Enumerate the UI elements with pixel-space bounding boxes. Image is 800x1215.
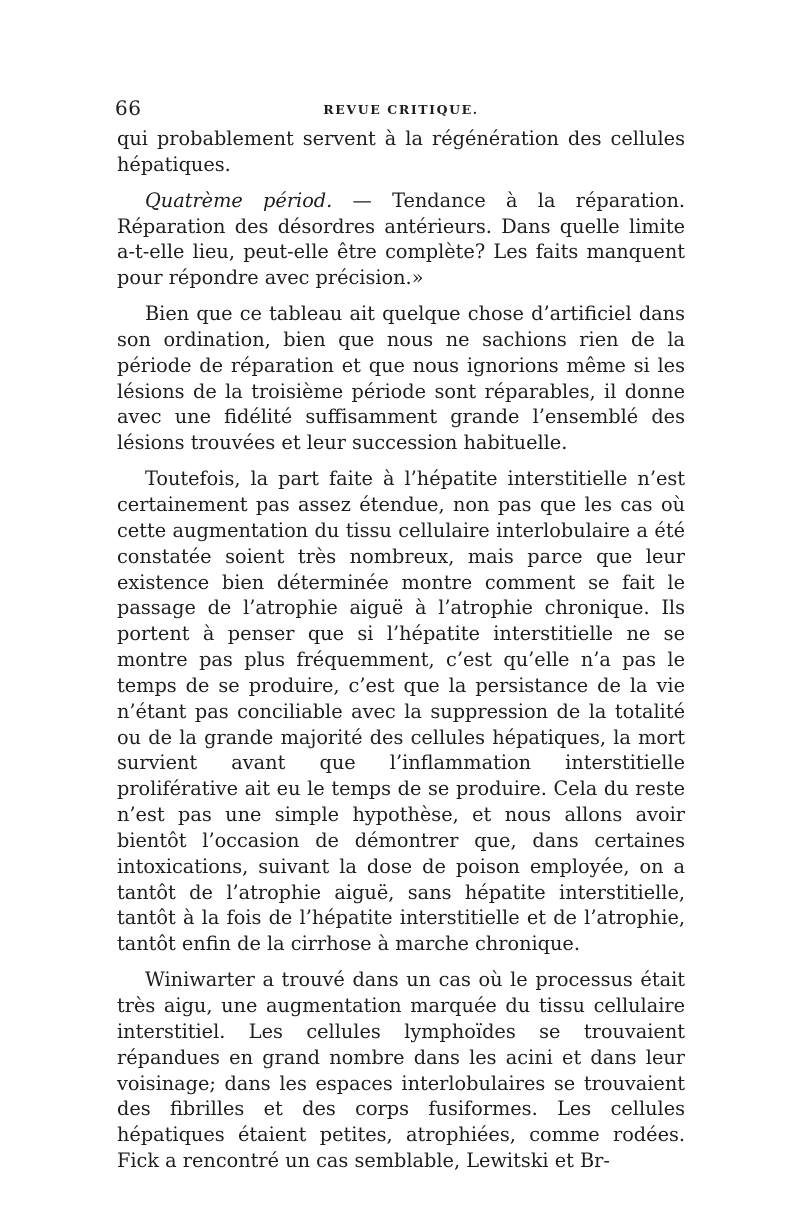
body-text	[117, 126, 685, 1174]
paragraph-continuation: qui probablement servent à la régénération des cellules hépatiques.	[117, 127, 685, 176]
running-title: REVUE CRITIQUE.	[323, 102, 479, 117]
paragraph-winiwarter: Winiwarter a trouvé dans un cas où le processus était très aigu, une augmentation marquée du tissu cellulaire interstitiel. Les cellules lymphoïdes se trouvaient répandues en grand nombre dans les acini et dans leur voisinage; dans les espaces interlobulaires se trouvaient des fibrilles et des corps fusiformes. Les cellules hépatiques étaient petites, atrophiées, comme rodées. Fick a rencontré un cas semblable, Lewitski et Br-	[117, 968, 685, 1173]
period-text: — Tendance à la réparation. Réparation des désordres antérieurs. Dans quelle limite a-t-elle lieu, peut-elle être complète? Les faits manquent pour répondre avec précision.»	[117, 188, 685, 290]
period-label: Quatrème périod.	[145, 188, 333, 212]
paragraph-fourth-period	[117, 188, 685, 291]
page-header	[117, 96, 685, 126]
page-number: 66	[115, 96, 142, 120]
paragraph-toutefois: Toutefois, la part faite à l’hépatite interstitielle n’est certainement pas assez étendue, non pas que les cas où cette augmentation du tissu cellulaire interlobulaire a été constatée soient très nombreux, mais parce que leur existence bien déterminée montre comment se fait le passage de l’atrophie aiguë à l’atrophie chronique. Ils portent à penser que si l’hépatite interstitielle ne se montre pas plus fréquemment, c’est qu’elle n’a pas le temps de se produire, c’est que la persistance de la vie n’étant pas conciliable avec la suppression de la totalité ou de la grande majorité des cellules hépatiques, la mort survient avant que l’inflammation interstitielle proliférative ait eu le temps de se produire. Cela du reste n’est pas une simple hypothèse, et nous allons avoir bientôt l’occasion de démontrer que, dans certaines intoxications, suivant la dose de poison employée, on a tantôt de l’atrophie aiguë, sans hépatite interstitielle, tantôt à la fois de l’hépatite interstitielle et de l’atrophie, tantôt enfin de la cirrhose à marche chronique.	[117, 467, 685, 956]
paragraph-bien-que: Bien que ce tableau ait quelque chose d’artificiel dans son ordination, bien que nous ne sachions rien de la période de réparation et que nous ignorions même si les lésions de la troisième période sont réparables, il donne avec une fidélité suffisamment grande l’ensemblé des lésions trouvées et leur succession habituelle.	[117, 302, 685, 455]
book-page	[117, 96, 685, 1174]
